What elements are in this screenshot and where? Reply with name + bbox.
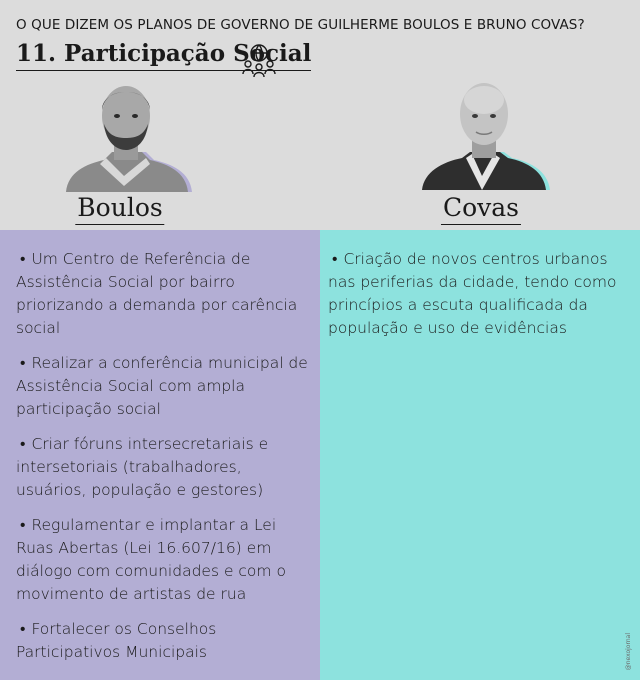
boulos-proposals-column: [0, 230, 320, 680]
section-title: 11. Participação Social: [16, 40, 312, 67]
covas-proposals-column: [320, 230, 640, 680]
candidate-name-covas: Covas: [442, 193, 520, 222]
candidate-name-boulos: Boulos: [77, 193, 163, 222]
header: [0, 0, 640, 230]
proposal-item: • Fortalecer os Conselhos Participativos Municipais: [16, 620, 217, 661]
proposal-item: • Realizar a conferência municipal de Assistência Social com ampla participação social: [16, 354, 308, 418]
people-globe-icon: [240, 40, 278, 78]
boulos-portrait: [60, 80, 192, 192]
credit-text: @nexojornal: [625, 632, 632, 670]
proposal-item: • Criação de novos centros urbanos nas periferias da cidade, tendo como princípios a escuta qualificada da população e uso de evidências: [328, 250, 617, 337]
covas-portrait: [418, 78, 550, 190]
graphic-suptitle: O QUE DIZEM OS PLANOS DE GOVERNO DE GUILHERME BOULOS E BRUNO COVAS?: [16, 17, 585, 33]
proposal-item: • Um Centro de Referência de Assistência Social por bairro priorizando a demanda por carência social: [16, 250, 298, 337]
proposal-item: • Criar fóruns intersecretariais e intersetoriais (trabalhadores, usuários, população e gestores): [16, 435, 269, 499]
proposal-item: • Regulamentar e implantar a Lei Ruas Abertas (Lei 16.607/16) em diálogo com comunidades e com o movimento de artistas de rua: [16, 516, 286, 603]
